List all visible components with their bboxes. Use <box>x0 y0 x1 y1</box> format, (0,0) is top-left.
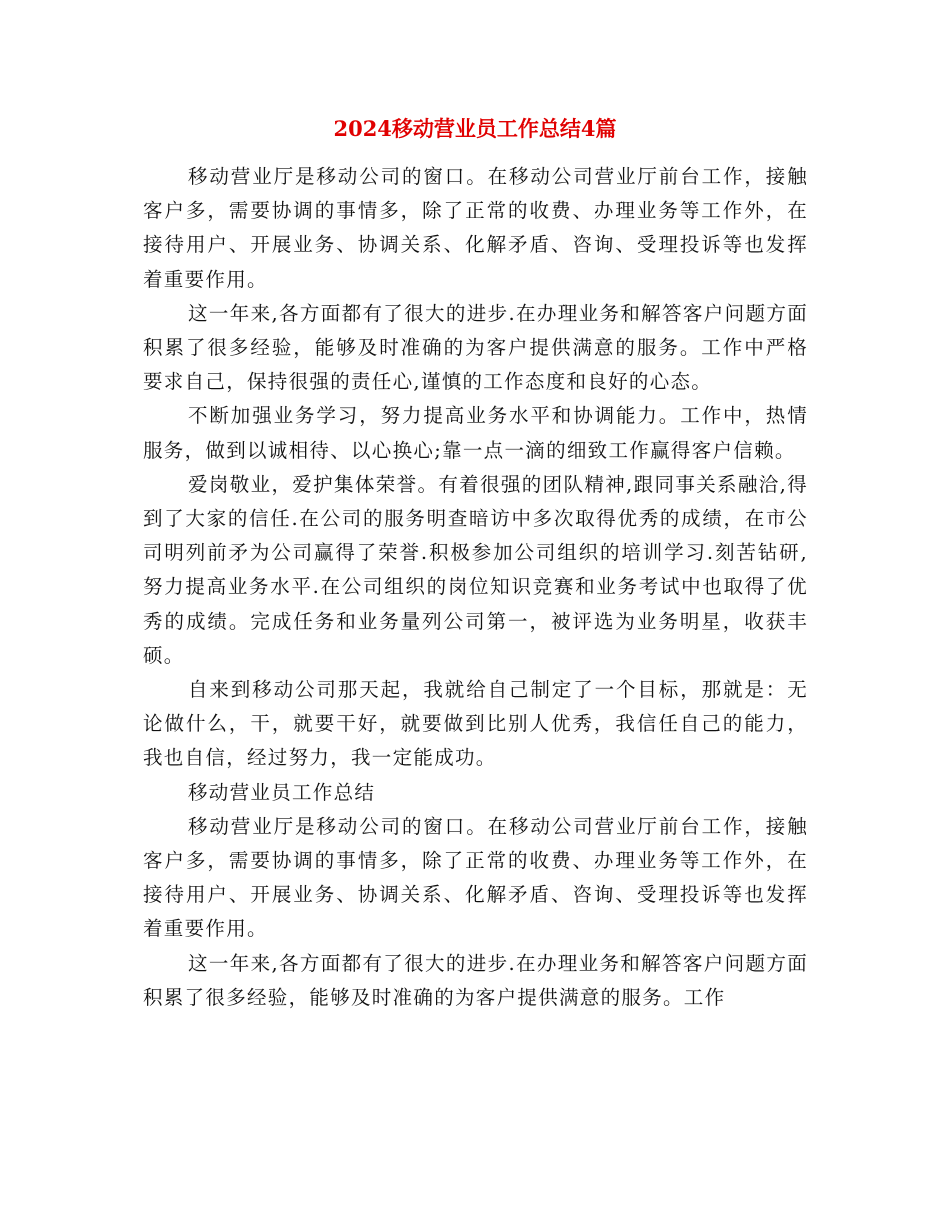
paragraph: 移动营业厅是移动公司的窗口。在移动公司营业厅前台工作，接触客户多，需要协调的事情多，除了正常的收费、办理业务等工作外，在接待用户、开展业务、协调关系、化解矛盾、咨询、受理投诉等也发挥着重要作用。 <box>143 814 808 941</box>
paragraph: 移动营业厅是移动公司的窗口。在移动公司营业厅前台工作，接触客户多，需要协调的事情多，除了正常的收费、办理业务等工作外，在接待用户、开展业务、协调关系、化解矛盾、咨询、受理投诉等也发挥着重要作用。 <box>143 165 808 291</box>
document-title: 2024移动营业员工作总结4篇 <box>333 116 617 141</box>
paragraph: 不断加强业务学习，努力提高业务水平和协调能力。工作中，热情服务，做到以诚相待、以心换心;靠一点一滴的细致工作赢得客户信赖。 <box>143 404 808 462</box>
section-heading: 移动营业员工作总结 <box>188 780 376 804</box>
paragraph: 爱岗敬业，爱护集体荣誉。有着很强的团队精神,跟同事关系融洽,得到了大家的信任.在公司的服务明查暗访中多次取得优秀的成绩，在市公司明列前矛为公司赢得了荣誉.积极参加公司组织的培训学习.刻苦钻研,努力提高业务水平.在公司组织的岗位知识竞赛和业务考试中也取得了优秀的成绩。完成任务和业务量列公司第一，被评选为业务明星，收获丰硕。 <box>143 472 808 667</box>
paragraph: 自来到移动公司那天起，我就给自己制定了一个目标，那就是：无论做什么，干，就要干好，就要做到比别人优秀，我信任自己的能力，我也自信，经过努力，我一定能成功。 <box>143 678 808 770</box>
paragraph: 这一年来,各方面都有了很大的进步.在办理业务和解答客户问题方面积累了很多经验，能够及时准确的为客户提供满意的服务。工作 <box>143 951 808 1009</box>
paragraph: 这一年来,各方面都有了很大的进步.在办理业务和解答客户问题方面积累了很多经验，能够及时准确的为客户提供满意的服务。工作中严格要求自己，保持很强的责任心,谨慎的工作态度和良好的心态。 <box>143 301 808 394</box>
document-body <box>143 160 808 1015</box>
